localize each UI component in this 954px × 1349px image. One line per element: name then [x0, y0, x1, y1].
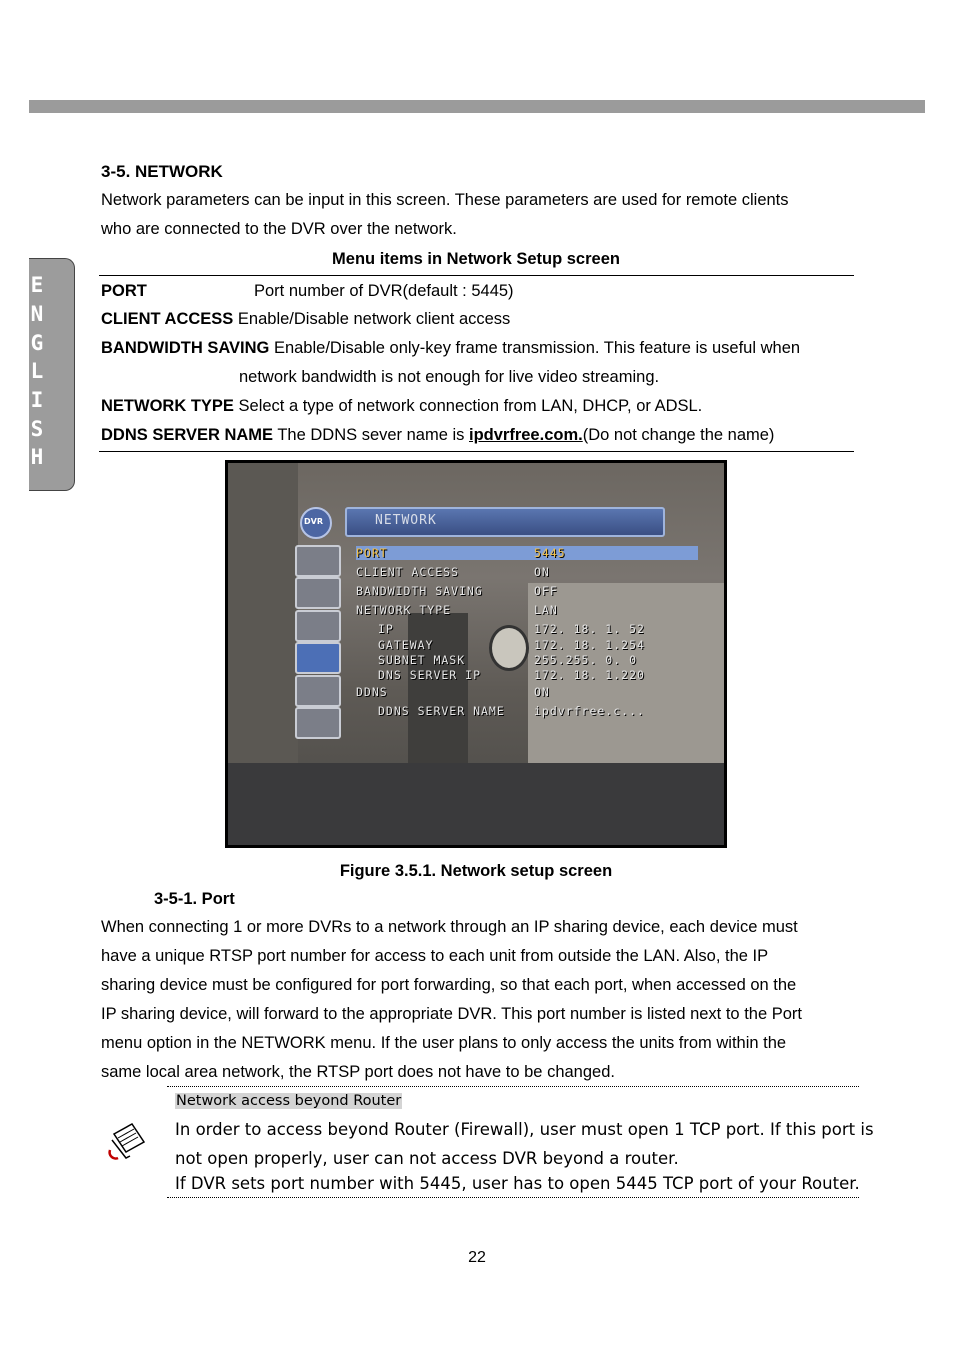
language-tab-letter: S [30, 417, 44, 441]
osd-row-label[interactable]: PORT [356, 546, 388, 560]
osd-row-label[interactable]: IP [378, 622, 394, 636]
menu-item-ddns [101, 426, 774, 445]
body-line: have a unique RTSP port number for access to each unit from outside the LAN. Also, the IP [101, 947, 769, 965]
table-title: Menu items in Network Setup screen [332, 250, 620, 268]
osd-row-value: 172. 18. 1.254 [534, 638, 645, 652]
language-tab-letter: N [30, 302, 44, 326]
osd-title: NETWORK [375, 513, 437, 528]
note-title: Network access beyond Router [176, 1093, 402, 1109]
header-bar [29, 100, 925, 113]
menu-item-label: DDNS SERVER NAME [101, 426, 274, 444]
osd-title-bar [345, 507, 665, 537]
note-line: If DVR sets port number with 5445, user has to open 5445 TCP port of your Router. [175, 1174, 860, 1193]
osd-row-label[interactable]: BANDWIDTH SAVING [356, 584, 483, 598]
osd-row-value: 172. 18. 1.220 [534, 668, 645, 682]
note-line: In order to access beyond Router (Firewall), user must open 1 TCP port. If this port is [175, 1120, 874, 1139]
note-memo-icon [106, 1120, 148, 1164]
network-icon[interactable] [295, 642, 341, 674]
osd-row-label[interactable]: DNS SERVER IP [378, 668, 482, 682]
menu-item-label: PORT [101, 282, 147, 300]
menu-item-desc: Port number of DVR(default : 5445) [254, 282, 514, 300]
scene-door [408, 613, 468, 763]
osd-row-label[interactable]: DDNS [356, 685, 388, 699]
menu-item-desc: Enable/Disable only-key frame transmission. This feature is useful when [269, 339, 801, 357]
table-top-rule [99, 275, 854, 276]
osd-selection-highlight [356, 546, 698, 560]
menu-item-desc: The DDNS sever name is [273, 426, 469, 444]
body-line: When connecting 1 or more DVRs to a network through an IP sharing device, each device must [101, 918, 798, 936]
osd-row-label[interactable]: SUBNET MASK [378, 653, 466, 667]
intro-line: Network parameters can be input in this screen. These parameters are used for remote clients [101, 191, 789, 209]
subsection-heading: 3-5-1. Port [154, 890, 235, 908]
table-bottom-rule [99, 451, 854, 452]
language-tab [29, 258, 75, 491]
language-tab-letter: E [30, 273, 44, 297]
language-tab-letter: I [30, 388, 44, 412]
menu-item-desc: (Do not change the name) [582, 426, 775, 444]
osd-row-label[interactable]: NETWORK TYPE [356, 603, 452, 617]
network-setup-screenshot [225, 460, 727, 848]
osd-row-value: 5445 [534, 546, 566, 560]
menu-item-desc-cont: network bandwidth is not enough for live video streaming. [239, 368, 660, 386]
osd-row-value: 172. 18. 1. 52 [534, 622, 645, 636]
tool-icon[interactable] [295, 675, 341, 707]
clock-icon [489, 625, 529, 671]
monitor-icon[interactable] [295, 545, 341, 577]
osd-row-value: ON [534, 565, 550, 579]
note-line: not open properly, user can not access DVR beyond a router. [175, 1149, 679, 1168]
body-line: menu option in the NETWORK menu. If the user plans to only access the units from within the [101, 1034, 787, 1052]
language-tab-letter: L [30, 359, 44, 383]
language-tab-letter: H [30, 445, 44, 469]
menu-item-desc: Select a type of network connection from LAN, DHCP, or ADSL. [233, 397, 703, 415]
menu-item-network-type [101, 397, 702, 416]
computer-icon[interactable] [295, 610, 341, 642]
osd-row-value: OFF [534, 584, 558, 598]
ddns-url: ipdvrfree.com. [469, 426, 583, 444]
figure-caption: Figure 3.5.1. Network setup screen [339, 862, 613, 880]
menu-item-bandwidth [101, 339, 800, 358]
section-heading: 3-5. NETWORK [101, 162, 223, 181]
language-tab-letter: G [30, 331, 44, 355]
menu-item-label: BANDWIDTH SAVING [101, 339, 270, 357]
dvr-logo-icon [300, 507, 332, 539]
menu-item-port [101, 282, 147, 301]
osd-row-value: ON [534, 685, 550, 699]
notepad-icon[interactable] [295, 707, 341, 739]
menu-item-client-access [101, 310, 510, 329]
screenshot-scene [228, 463, 724, 845]
menu-item-desc: Enable/Disable network client access [233, 310, 511, 328]
body-line: sharing device must be configured for port forwarding, so that each port, when accessed on the [101, 976, 797, 994]
osd-row-value: ipdvrfree.c... [534, 704, 645, 718]
osd-row-label[interactable]: DDNS SERVER NAME [378, 704, 505, 718]
dvr-logo-text: DVR [304, 517, 323, 526]
osd-row-value: LAN [534, 603, 558, 617]
menu-item-label: CLIENT ACCESS [101, 310, 234, 328]
osd-row-label[interactable]: CLIENT ACCESS [356, 565, 460, 579]
intro-line: who are connected to the DVR over the network. [101, 220, 457, 238]
osd-row-value: 255.255. 0. 0 [534, 653, 638, 667]
disc-icon[interactable] [295, 577, 341, 609]
osd-row-label[interactable]: GATEWAY [378, 638, 434, 652]
menu-item-label: NETWORK TYPE [101, 397, 234, 415]
scene-floor [228, 763, 724, 845]
page-number: 22 [468, 1249, 486, 1266]
body-line: same local area network, the RTSP port does not have to be changed. [101, 1063, 615, 1081]
body-line: IP sharing device, will forward to the appropriate DVR. This port number is listed next to the Port [101, 1005, 802, 1023]
